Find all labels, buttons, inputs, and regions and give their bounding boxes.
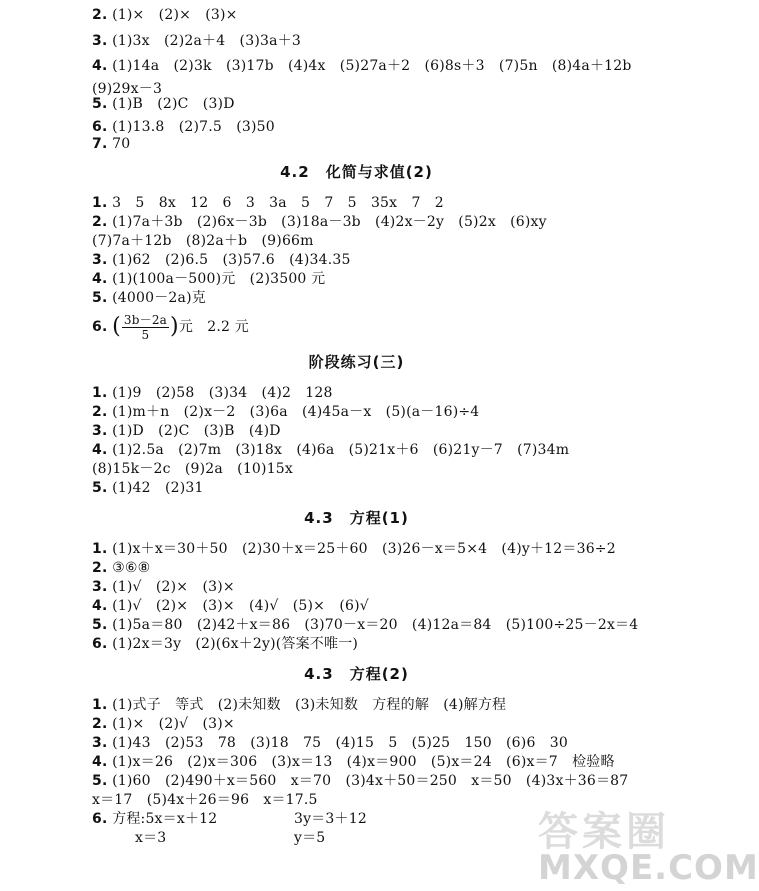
- answer-line-continued: [92, 791, 318, 809]
- answer-line: 3. (1)√ (2)× (3)×: [92, 579, 235, 595]
- answer-line: 3. (1)43 (2)53 78 (3)18 75 (4)15 5 (5)25 150 (6)6 30: [92, 735, 568, 751]
- answer-line: 4. (1)14a (2)3k (3)17b (4)4x (5)27a＋2 (6)8s＋3 (7)5n (8)4a＋12b: [92, 58, 632, 74]
- answer-text: ③⑥⑧: [112, 560, 151, 576]
- answer-line: 2. (1)7a＋3b (2)6x－3b (3)18a－3b (4)2x－2y (5)2x (6)xy: [92, 214, 547, 230]
- watermark-logo: 答案圈: [538, 809, 670, 855]
- section-heading: 4.3 方程(2): [304, 665, 409, 683]
- answer-text: (1)7a＋3b (2)6x－3b (3)18a－3b (4)2x－2y (5)2x (6)xy: [112, 214, 547, 230]
- answer-text: x＝3: [135, 830, 167, 846]
- answer-text: (1)m＋n (2)x－2 (3)6a (4)45a－x (5)(a－16)÷4: [112, 404, 480, 420]
- answer-line: 3. (1)D (2)C (3)B (4)D: [92, 423, 281, 439]
- watermark-domain: MXQE.COM: [538, 848, 759, 888]
- answer-text: (1)x＝26 (2)x＝306 (3)x＝13 (4)x＝900 (5)x＝24 (6)x＝7 检验略: [112, 754, 615, 770]
- answer-line: 5. (1)42 (2)31: [92, 480, 204, 496]
- answer-text: (1)14a (2)3k (3)17b (4)4x (5)27a＋2 (6)8s＋3 (7)5n (8)4a＋12b: [112, 58, 632, 74]
- answer-line: 1. 3 5 8x 12 6 3 3a 5 7 5 35x 7 2: [92, 195, 444, 211]
- answer-line: 6. ( $\frac{3b-2a}{5}$ )元 2.2 元: [92, 312, 249, 342]
- answer-text: 元 2.2 元: [178, 319, 249, 335]
- section-heading: 阶段练习(三): [308, 353, 405, 371]
- answer-text: (1)2.5a (2)7m (3)18x (4)6a (5)21x＋6 (6)21y－7 (7)34m: [112, 442, 570, 458]
- answer-line: 5. (4000－2a)克: [92, 290, 206, 306]
- answer-text: x＝17 (5)4x＋26＝96 x＝17.5: [92, 792, 318, 808]
- answer-line: 3. (1)62 (2)6.5 (3)57.6 (4)34.35: [92, 252, 351, 268]
- answer-text: (9)29x－3: [92, 81, 163, 97]
- answer-line: 4. (1)2.5a (2)7m (3)18x (4)6a (5)21x＋6 (6)21y－7 (7)34m: [92, 442, 570, 458]
- answer-text: 3 5 8x 12 6 3 3a 5 7 5 35x 7 2: [112, 195, 444, 211]
- answer-text: (1)√ (2)× (3)×: [112, 579, 235, 595]
- answer-text: 3y＝3＋12: [294, 811, 367, 827]
- answer-text: (1)(100a－500)元 (2)3500 元: [112, 271, 326, 287]
- answer-line: 5. (1)60 (2)490＋x＝560 x＝70 (3)4x＋50＝250 x＝50 (4)3x＋36＝87: [92, 773, 629, 789]
- answer-line: 1. (1)9 (2)58 (3)34 (4)2 128: [92, 385, 333, 401]
- answer-text: y＝5: [294, 830, 326, 846]
- answer-line: 5. (1)B (2)C (3)D: [92, 96, 235, 112]
- answer-text: (1)3x (2)2a＋4 (3)3a＋3: [112, 33, 301, 49]
- answer-text: (1)62 (2)6.5 (3)57.6 (4)34.35: [112, 252, 351, 268]
- answer-line: 5. (1)5a＝80 (2)42＋x＝86 (3)70－x＝20 (4)12a＝84 (5)100÷25－2x＝4: [92, 617, 639, 633]
- answer-text: (8)15k－2c (9)2a (10)15x: [92, 461, 294, 477]
- answer-line-right: [294, 810, 367, 828]
- answer-text: (1)× (2)√ (3)×: [112, 716, 235, 732]
- answer-text: (1)式子 等式 (2)未知数 (3)未知数 方程的解 (4)解方程: [112, 697, 507, 713]
- answer-line: 4. (1)(100a－500)元 (2)3500 元: [92, 271, 326, 287]
- answer-text: (1)60 (2)490＋x＝560 x＝70 (3)4x＋50＝250 x＝50 (4)3x＋36＝87: [112, 773, 629, 789]
- answer-text: 70: [112, 136, 131, 152]
- answer-line: 4. (1)x＝26 (2)x＝306 (3)x＝13 (4)x＝900 (5)x＝24 (6)x＝7 检验略: [92, 754, 615, 770]
- answer-line-continued: [92, 232, 314, 250]
- answer-text: (1)√ (2)× (3)× (4)√ (5)× (6)√: [112, 598, 369, 614]
- answer-text: (1)9 (2)58 (3)34 (4)2 128: [112, 385, 333, 401]
- answer-text: (1)x＋x＝30＋50 (2)30＋x＝25＋60 (3)26－x＝5×4 (4)y＋12＝36÷2: [112, 541, 616, 557]
- answer-text: (1)× (2)× (3)×: [112, 7, 238, 23]
- answer-line: 2. ③⑥⑧: [92, 560, 151, 576]
- answer-text: 方程:5x＝x＋12: [112, 811, 218, 827]
- answer-line: 1. (1)式子 等式 (2)未知数 (3)未知数 方程的解 (4)解方程: [92, 697, 507, 713]
- answer-line: 2. (1)× (2)× (3)×: [92, 7, 238, 23]
- answer-text: (1)2x＝3y (2)(6x＋2y)(答案不唯一): [112, 636, 359, 652]
- answer-line-continued: [92, 460, 293, 478]
- answer-line: 6. (1)2x＝3y (2)(6x＋2y)(答案不唯一): [92, 636, 359, 652]
- section-heading: 4.3 方程(1): [304, 509, 409, 527]
- answer-line: 2. (1)× (2)√ (3)×: [92, 716, 235, 732]
- answer-text: (1)43 (2)53 78 (3)18 75 (4)15 5 (5)25 150 (6)6 30: [112, 735, 568, 751]
- left-paren: (: [112, 314, 121, 339]
- answer-line-right: [294, 829, 325, 847]
- fraction-numerator: 3b－2a: [123, 312, 168, 327]
- answer-line: 2. (1)m＋n (2)x－2 (3)6a (4)45a－x (5)(a－16)÷4: [92, 404, 480, 420]
- answer-line: 6. 方程:5x＝x＋12: [92, 811, 218, 827]
- fraction-denominator: 5: [141, 327, 150, 342]
- section-heading: 4.2 化简与求值(2): [280, 163, 433, 181]
- answer-text: (1)D (2)C (3)B (4)D: [112, 423, 281, 439]
- answer-line: 6. (1)13.8 (2)7.5 (3)50: [92, 119, 275, 135]
- answer-text: (7)7a＋12b (8)2a＋b (9)66m: [92, 233, 314, 249]
- answer-text: (1)B (2)C (3)D: [112, 96, 235, 112]
- answer-line: 3. (1)3x (2)2a＋4 (3)3a＋3: [92, 33, 301, 49]
- answer-line: 7. 70: [92, 136, 131, 152]
- answer-text: (1)5a＝80 (2)42＋x＝86 (3)70－x＝20 (4)12a＝84 (5)100÷25－2x＝4: [112, 617, 639, 633]
- answer-line: 1. (1)x＋x＝30＋50 (2)30＋x＝25＋60 (3)26－x＝5×4 (4)y＋12＝36÷2: [92, 541, 616, 557]
- fraction: [122, 313, 169, 342]
- answer-line-continued: [135, 829, 166, 847]
- answer-line: 4. (1)√ (2)× (3)× (4)√ (5)× (6)√: [92, 598, 369, 614]
- right-paren: ): [170, 314, 179, 339]
- answer-text: (1)42 (2)31: [112, 480, 204, 496]
- answer-text: (4000－2a)克: [112, 290, 206, 306]
- answer-text: (1)13.8 (2)7.5 (3)50: [112, 119, 275, 135]
